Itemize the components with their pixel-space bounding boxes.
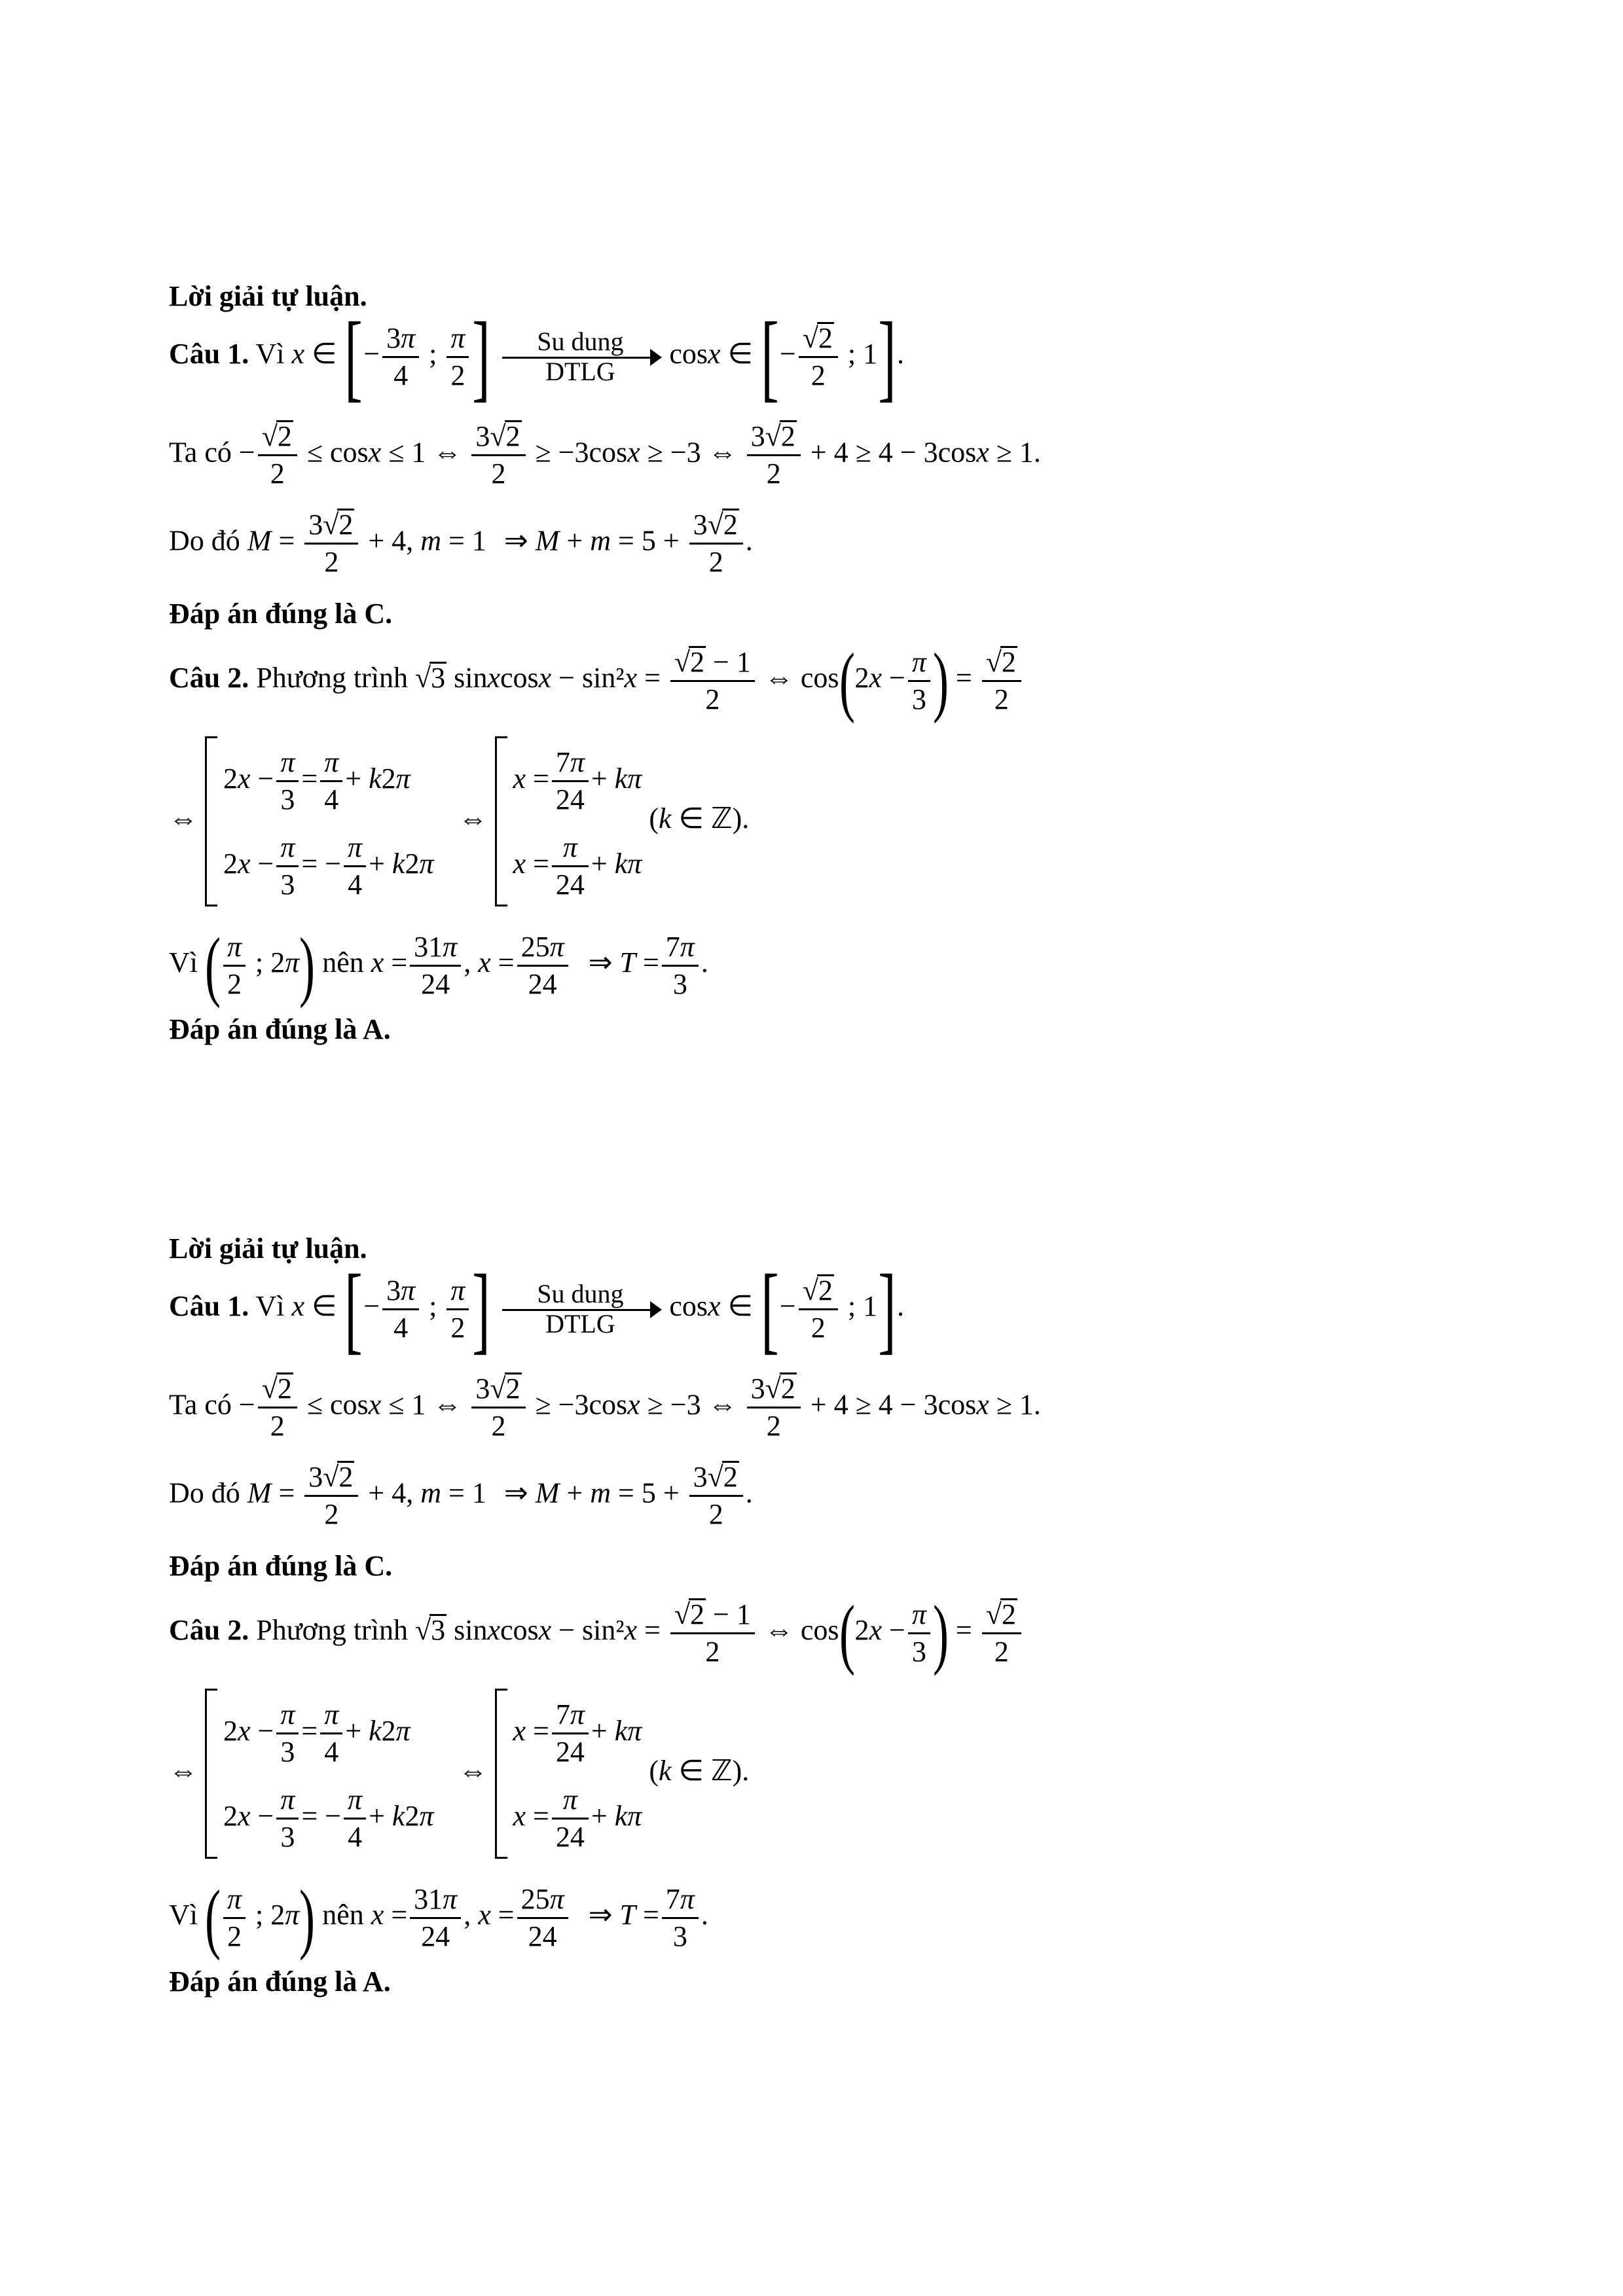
do-do-line: Do đó M = $\frac{3√2}{2}$ + 4, m = 1 ⇒ M + m = 5 + $\frac{3√2}{2}$ . xyxy=(169,1461,753,1530)
system-line: ⇔ 2x − $\frac{\pi}{3}$ = $\frac{\pi}{4}$ + k2π 2x − $\frac{\pi}{3}$ = − $\frac{\pi}{4}$ + k2π ⇔ x = $\frac{7\pi}{24}$ + kπ x = $\frac{\pi}{24}$ + kπ (k ∈ ℤ). xyxy=(169,736,749,906)
ta-co-line: Ta có − $\frac{√2}{2}$ ≤ cosx ≤ 1 ⇔ $\frac{3√2}{2}$ ≥ −3cosx ≥ −3 ⇔ $\frac{3√2}{2}$ + 4 ≥ 4 − 3cosx ≥ 1. xyxy=(169,1372,1041,1442)
answer-2: Đáp án đúng là A. xyxy=(169,1965,391,1998)
cau1-label: Câu 1. xyxy=(169,338,249,370)
vi2-text: Vì xyxy=(169,1899,198,1931)
answer-2: Đáp án đúng là A. xyxy=(169,1013,391,1045)
vi-nen-line: Vì ( $\frac{\pi}{2}$ ; 2π) nên x = $\frac{31\pi}{24}$ , x = $\frac{25\pi}{24}$ ⇒ T = $\frac{7\pi}{3}$ . xyxy=(169,1874,708,1961)
heading: Lời giải tự luận. xyxy=(169,280,367,312)
answer-1: Đáp án đúng là C. xyxy=(169,598,393,630)
case-system-2: x = $\frac{7\pi}{24}$ + kπ x = $\frac{\pi}{24}$ + kπ xyxy=(495,736,642,906)
system-line: ⇔ 2x − $\frac{\pi}{3}$ = $\frac{\pi}{4}$ + k2π 2x − $\frac{\pi}{3}$ = − $\frac{\pi}{4}$ + k2π ⇔ x = $\frac{7\pi}{24}$ + kπ x = $\frac{\pi}{24}$ + kπ (k ∈ ℤ). xyxy=(169,1689,749,1859)
implication-arrow: Su dung DTLG xyxy=(498,327,662,386)
phuong-trinh-text: Phương trình xyxy=(256,1614,408,1647)
do-do-text: Do đó xyxy=(169,1477,240,1509)
heading: Lời giải tự luận. xyxy=(169,1232,367,1265)
vi-text: Vì xyxy=(255,338,285,370)
phuong-trinh-text: Phương trình xyxy=(256,662,408,694)
cau2-label: Câu 2. xyxy=(169,662,249,694)
cau2-label: Câu 2. xyxy=(169,1614,249,1647)
nen-text: nên xyxy=(322,946,364,979)
cau1-line: Câu 1. Vì x ∈ [− $\frac{3\pi}{4}$ ; $\frac{\pi}{2}$ ] Su dung DTLG cosx ∈ [− $\frac{√2}{2}$ ; 1]. xyxy=(169,1255,905,1363)
nen-text: nên xyxy=(322,1899,364,1931)
ta-co-text: Ta có xyxy=(169,436,232,469)
case-system-1: 2x − $\frac{\pi}{3}$ = $\frac{\pi}{4}$ + k2π 2x − $\frac{\pi}{3}$ = − $\frac{\pi}{4}$ + k2π xyxy=(205,1689,434,1859)
ta-co-line: Ta có − $\frac{√2}{2}$ ≤ cosx ≤ 1 ⇔ $\frac{3√2}{2}$ ≥ −3cosx ≥ −3 ⇔ $\frac{3√2}{2}$ + 4 ≥ 4 − 3cosx ≥ 1. xyxy=(169,420,1041,490)
answer-1: Đáp án đúng là C. xyxy=(169,1550,393,1582)
case-system-1: 2x − $\frac{\pi}{3}$ = $\frac{\pi}{4}$ + k2π 2x − $\frac{\pi}{3}$ = − $\frac{\pi}{4}$ + k2π xyxy=(205,736,434,906)
do-do-line: Do đó M = $\frac{3√2}{2}$ + 4, m = 1 ⇒ M + m = 5 + $\frac{3√2}{2}$ . xyxy=(169,509,753,578)
case-system-2: x = $\frac{7\pi}{24}$ + kπ x = $\frac{\pi}{24}$ + kπ xyxy=(495,1689,642,1859)
cau1-line: Câu 1. Vì x ∈ [− $\frac{3\pi}{4}$ ; $\frac{\pi}{2}$ ] Su dung DTLG cosx ∈ [− $\frac{√2}{2}$ ; 1]. xyxy=(169,302,905,411)
vi2-text: Vì xyxy=(169,946,198,979)
ta-co-text: Ta có xyxy=(169,1388,232,1421)
cau2-line: Câu 2. Phương trình √3 sinxcosx − sin²x = $\frac{√2 - 1}{2}$ ⇔ cos(2x − $\frac{\pi}{3}$ ) = $\frac{√2}{2}$ xyxy=(169,641,1024,720)
implication-arrow: Su dung DTLG xyxy=(498,1280,662,1338)
vi-text: Vì xyxy=(255,1290,285,1323)
do-do-text: Do đó xyxy=(169,524,240,557)
vi-nen-line: Vì ( $\frac{\pi}{2}$ ; 2π) nên x = $\frac{31\pi}{24}$ , x = $\frac{25\pi}{24}$ ⇒ T = $\frac{7\pi}{3}$ . xyxy=(169,922,708,1009)
cau2-line: Câu 2. Phương trình √3 sinxcosx − sin²x = $\frac{√2 - 1}{2}$ ⇔ cos(2x − $\frac{\pi}{3}$ ) = $\frac{√2}{2}$ xyxy=(169,1594,1024,1672)
cau1-label: Câu 1. xyxy=(169,1290,249,1323)
